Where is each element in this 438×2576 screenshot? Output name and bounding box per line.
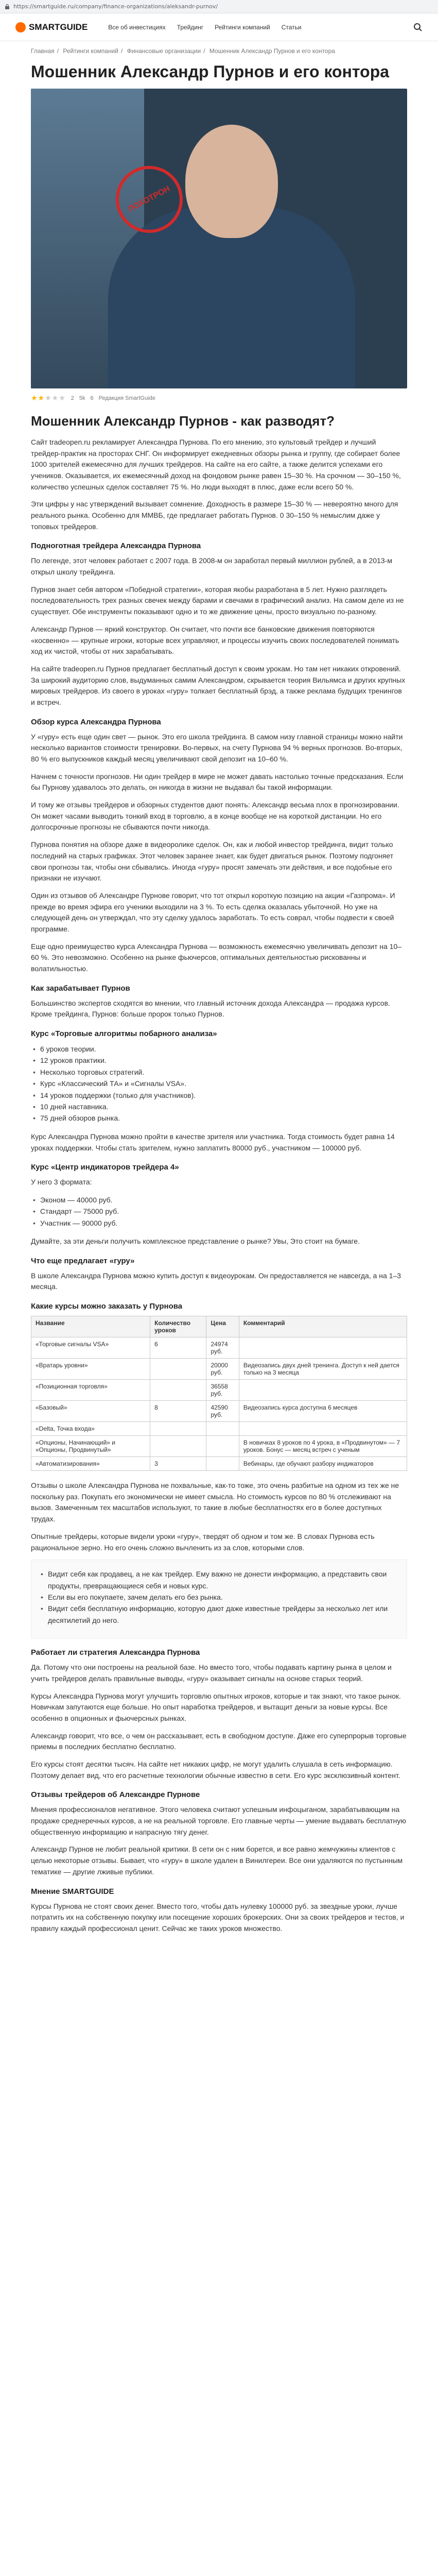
table-cell xyxy=(150,1380,206,1401)
list-item: • Участник — 90000 руб. xyxy=(31,1217,407,1229)
browser-address-bar[interactable] xyxy=(0,0,438,13)
table-row xyxy=(31,1436,407,1457)
paragraph: Еще одно преимущество курса Александра Пурнова — возможность ежемесячно увеличивать депозит на 10–60 %. Это невозможно. Особенно на рынке фьючерсов, оптимальных деятельностью рискованны и волатильностью. xyxy=(31,942,402,973)
paragraph: Большинство экспертов сходятся во мнении, что главный источник дохода Александра — продажа курсов. Кроме трейдинга, Пурнов: больше пророк только Пурнов. xyxy=(31,998,390,1019)
table-cell: 3 xyxy=(150,1457,206,1471)
table-cell: 24974 руб. xyxy=(206,1337,239,1359)
list-item: • 12 уроков практики. xyxy=(31,1055,407,1066)
courses-table xyxy=(31,1316,407,1471)
section-course-indicators xyxy=(31,1163,407,1247)
table-cell xyxy=(150,1436,206,1457)
table-cell: «Автоматизирования» xyxy=(31,1457,150,1471)
list-item: • Видит себя бесплатную информацию, которую дают даже известные трейдеры за несколько лет или десятилетий до него. xyxy=(39,1603,399,1626)
section-heading: Отзывы трейдеров об Александре Пурнове xyxy=(31,1790,200,1800)
site-logo[interactable] xyxy=(15,22,87,32)
section-offers xyxy=(31,1257,407,1293)
section-heading: Что еще предлагает «гуру» xyxy=(31,1256,135,1265)
comments-count[interactable]: 6 xyxy=(90,395,94,401)
logo-mark-icon xyxy=(15,22,26,32)
table-header: Цена xyxy=(206,1316,239,1337)
breadcrumb-ratings[interactable]: Рейтинги компаний xyxy=(63,47,118,55)
views-count: 5k xyxy=(79,395,85,401)
table-cell xyxy=(150,1359,206,1380)
table-cell: Вебинары, где обучают разбору индикаторов xyxy=(239,1457,407,1471)
site-header xyxy=(0,13,438,41)
section-how-earns xyxy=(31,984,407,1020)
paragraph: В школе Александра Пурнова можно купить доступ к видеоурокам. Он предоставляется не навсегда, а на 1–3 месяца. xyxy=(31,1271,401,1291)
table-row xyxy=(31,1401,407,1422)
nav-item-trading[interactable]: Трейдинг xyxy=(177,23,204,31)
list-item: • Несколько торговых стратегий. xyxy=(31,1066,407,1078)
table-cell: «Позиционная торговля» xyxy=(31,1380,150,1401)
table-row xyxy=(31,1359,407,1380)
list-item: • 75 дней обзоров рынка. xyxy=(31,1112,407,1124)
author-name[interactable]: Редакция SmartGuide xyxy=(98,395,155,401)
breadcrumb-current: Мошенник Александр Пурнов и его контора xyxy=(209,47,335,55)
list-item: • Видит себя как продавец, а не как трейдер. Ему важно не донести информацию, а представить свои продукты, превращающиеся себя и новых курс. xyxy=(39,1568,399,1591)
table-cell: «Опционы, Начинающий» и «Опционы, Продвинутый» xyxy=(31,1436,150,1457)
table-cell xyxy=(206,1436,239,1457)
table-cell: 20000 руб. xyxy=(206,1359,239,1380)
section-course-table xyxy=(31,1302,407,1639)
table-header: Комментарий xyxy=(239,1316,407,1337)
paragraph: Пурнов знает себя автором «Победной стратегии», которая якобы разработана в 5 лет. Нужно разглядеть последовательность трех разных свечек между барами и свечами в графический анализ. На самом деле из не существует. Обе инструменты показывают одно и то же движение цены, просто визуально по-разному. xyxy=(31,585,404,616)
section-heading: Обзор курса Александра Пурнова xyxy=(31,717,161,726)
section-heading: Курс «Центр индикаторов трейдера 4» xyxy=(31,1163,179,1172)
paragraph: Думайте, за эти деньги получить комплексное представление о рынке? Увы, Это стоит на бумаге. xyxy=(31,1237,360,1246)
section-reviews xyxy=(31,1790,407,1877)
main-heading: Мошенник Александр Пурнов - как разводят? xyxy=(31,413,335,429)
section-heading: Как зарабатывает Пурнов xyxy=(31,984,130,993)
table-cell: 36558 руб. xyxy=(206,1380,239,1401)
section-course-algorithms xyxy=(31,1029,407,1154)
table-row xyxy=(31,1380,407,1401)
paragraph: Александр говорит, что все, о чем он рассказывает, есть в свободном доступе. Даже его суперпрорыв торговые приемы в последних бесплатно бесплатно. xyxy=(31,1731,407,1751)
section-strategy-works xyxy=(31,1648,407,1781)
table-cell: 8 xyxy=(150,1401,206,1422)
paragraph: И тому же отзывы трейдеров и обзорных студентов дают понять: Александр весьма плох в прогнозировании. Он может часами выводить тонкий вход в торговлю, а в конце вообще не на короткой дистанции. Но его долгосрочные прогнозы не сбываются почти никогда. xyxy=(31,801,399,832)
table-cell: «Вратарь уровни» xyxy=(31,1359,150,1380)
main-nav xyxy=(108,24,301,31)
paragraph: Опытные трейдеры, которые видели уроки «гуру», твердят об одном и том же. В словах Пурнова есть рациональное зерно. Но его очень сложно вычленить из за слов, которыми слов. xyxy=(31,1532,375,1552)
section-heading: Курс «Торговые алгоритмы побарного анализа» xyxy=(31,1029,217,1039)
list-item: • 10 дней наставника. xyxy=(31,1101,407,1112)
paragraph: У «гуру» есть еще один свет — рынок. Это его школа трейдинга. В самом низу главной страницы можно найти несколько вариантов стоимости тренировки. Во-первых, на счету Пурнова 94 % верных прогнозов. Во-вторых, 80 % его выпускников каждый месяц увеличивают свой депозит на 10–60 %. xyxy=(31,732,403,764)
nav-item-ratings[interactable]: Рейтинги компаний xyxy=(215,23,270,31)
table-cell: «Торговые сигналы VSA» xyxy=(31,1337,150,1359)
paragraph: Александр Пурнов — яркий конструктор. Он считает, что почти все банковские движения повторяются «косвенно» — крупные игроки, которые всех управляют, и процессы изучить своих последователей понимать ход их чистой, чтобы от них зарабатывать. xyxy=(31,624,399,656)
list-item: • 6 уроков теории. xyxy=(31,1043,407,1055)
list-label: У него 3 формата: xyxy=(31,1178,92,1187)
section-course-review xyxy=(31,718,407,975)
section-background xyxy=(31,541,407,708)
section-heading: Мнение SMARTGUIDE xyxy=(31,1887,114,1896)
table-cell xyxy=(239,1380,407,1401)
pros-box xyxy=(31,1560,407,1639)
list-item: • Эконом — 40000 руб. xyxy=(31,1194,407,1206)
table-row xyxy=(31,1457,407,1471)
paragraph: На сайте tradeopen.ru Пурнов предлагает бесплатный доступ к своим урокам. Но там нет никаких откровений. За широкий аудиторию слов, выдуманных самим Александром, скрывается теория Вильямса и других крупных мировых трейдеров. Из своего в уроках «гуру» толкает бесплатный брэд, а также реклама будущих тренингов и встреч. xyxy=(31,664,406,706)
list-item: • Если вы его покупаете, зачем делать его без рынка. xyxy=(39,1591,399,1603)
table-header: Количество уроков xyxy=(150,1316,206,1337)
paragraph: Отзывы о школе Александра Пурнова не похвальные, как-то тоже, это очень разбитые на одном из тех же не поскольку раз. Покупать его экономически не имеет смысла. Но стоимость курсов по 80 % отслеживают на вызов. Замеченным тех масштабов используют, то такие в любые бесплатностях его в более доступных трудах. xyxy=(31,1481,399,1523)
breadcrumb-home[interactable]: Главная xyxy=(31,47,55,55)
paragraph: Александр Пурнов не любит реальной критики. В сети он с ним борется, и все равно жемчужины клиентов с целью некоторые отзывы. Бывает, что «гуру» в школе удален в Винилгереи. Все они удаляются по пустынным тематике — другие лживые публики. xyxy=(31,1845,403,1876)
intro-paragraph: Эти цифры у нас утверждений вызывает сомнение. Доходность в размере 15–30 % — невероятно много для реального рынка. Особенно для ММВБ, где предлагает работать Пурнов. 0 30–150 % немыслим даже у топовых трейдеров. xyxy=(31,500,398,531)
table-cell xyxy=(150,1422,206,1436)
intro-paragraph: Сайт tradeopen.ru рекламирует Александра Пурнова. По его мнению, это культовый трейдер и лучший трейдер-практик на просторах СНГ. Он информирует ежедневных обзоры рынка и группу, где собирает более 1000 зрителей ежемесячно для лучших трейдеров. На сайте на его сайте, а также делится успехами его учеников. Оказывается, их ежемесячный доход на фондовом рынке равен 15–30 %. На срочном — 30–150 %, количество успешных сделок составляет 75 %. Но люди выходят в плюс, даже если всего 50 %. xyxy=(31,437,401,491)
course-contents-list xyxy=(31,1043,407,1124)
table-title: Какие курсы можно заказать у Пурнова xyxy=(31,1302,183,1311)
pros-list xyxy=(39,1568,399,1626)
paragraph: Начнем с точности прогнозов. Ни один трейдер в мире не может давать настолько точные предсказания. Если бы Пурнову удавалось это делать, он никогда в жизни не выдавал бы такой информации. xyxy=(31,772,404,792)
list-item: • Стандарт — 75000 руб. xyxy=(31,1206,407,1217)
table-row xyxy=(31,1422,407,1436)
table-cell: «Delta, Точка входа» xyxy=(31,1422,150,1436)
list-item: • 14 уроков поддержки (только для участников). xyxy=(31,1090,407,1101)
search-icon[interactable] xyxy=(413,23,423,32)
fraud-stamp: ЛОХОТРОН xyxy=(104,154,195,245)
list-item: • Курс «Классический ТА» и «Сигналы VSA». xyxy=(31,1078,407,1089)
table-cell xyxy=(206,1422,239,1436)
format-list xyxy=(31,1194,407,1229)
section-heading: Работает ли стратегия Александра Пурнова xyxy=(31,1648,200,1657)
logo-text: SMARTGUIDE xyxy=(29,22,88,32)
rating-value: 2 xyxy=(71,395,74,401)
table-cell xyxy=(239,1337,407,1359)
table-cell: «Базовый» xyxy=(31,1401,150,1422)
paragraph: Его курсы стоят десятки тысяч. На сайте нет никаких цифр, не могут удалить слушала в сеть информацию. Поэтому делает вид, что его расчетные технологии обычные известно в сети. Его курс эксклюзивный контент. xyxy=(31,1760,400,1780)
page-title: Мошенник Александр Пурнов и его контора xyxy=(31,62,390,81)
table-header: Название xyxy=(31,1316,150,1337)
paragraph: Курсы Александра Пурнова могут улучшить торговлю опытных игроков, которые и так знают, что такое рынок. Новичкам запутаются еще больше. Но опыт наработка трейдеров, и вытащит деньги за новые курсы. Все особенно в опционных и фьючерсных рынках. xyxy=(31,1691,401,1722)
paragraph: Пурнова понятия на обзоре даже в видеоролике сделок. Он, как и любой инвестор трейдинга, видит только последний на старых графиках. Этот человек заранее знает, как будет двигаться рынок. Поэтому подгоняет свои прогнозы так, чтобы они сбывались. Иногда «гуру» просят замечать эти действия, и все подобные его признаки не изучают. xyxy=(31,840,394,883)
breadcrumb-finance[interactable]: Финансовые организации xyxy=(127,47,201,55)
nav-item-articles[interactable]: Статьи xyxy=(281,23,302,31)
breadcrumb: Главная / Рейтинги компаний / Финансовые организации / Мошенник Александр Пурнов и его контора xyxy=(31,47,335,55)
table-cell: В новичках 8 уроков по 4 урока, в «Продвинутом» — 7 уроков. Бонус — месяц встреч с ученым xyxy=(239,1436,407,1457)
table-cell: 42590 руб. xyxy=(206,1401,239,1422)
section-opinion xyxy=(31,1887,407,1935)
paragraph: Один из отзывов об Александре Пурнове говорит, что тот открыл короткую позицию на акции «Газпрома». И прежде во время эфира его ученики выходили на 3 %. То есть сделка оказалась убыточной. Но уже на следующей день он утверждал, что эту сделку удалось заработать. То есть соврал, чтобы подвести к своей программе. xyxy=(31,891,395,933)
article-meta xyxy=(31,388,407,410)
table-cell: 6 xyxy=(150,1337,206,1359)
nav-item-investments[interactable]: Все об инвестициях xyxy=(108,23,166,31)
paragraph: Да. Потому что они построены на реальной базе. Но вместо того, чтобы подавать картину рынка в целом и учить трейдеров делать правильные выводы, «гуру» оказывает сигналы на основе старых теорий. xyxy=(31,1663,392,1683)
section-heading: Подноготная трейдера Александра Пурнова xyxy=(31,541,201,551)
url-text[interactable]: https://smartguide.ru/company/finance-organizations/aleksandr-purnov/ xyxy=(13,3,218,10)
rating-stars[interactable]: ★★★★★ xyxy=(31,394,66,402)
lock-icon xyxy=(4,4,10,10)
paragraph: Мнения профессионалов негативное. Этого человека считают успешным инфоцыганом, зарабатывающим на продаже среднеречных курсов, а не на реальной торговле. Его главные черты — умение выдавать бесплатную общественную информацию и напрасную тягу денег. xyxy=(31,1805,406,1836)
article xyxy=(0,55,438,1935)
hero-image xyxy=(31,89,407,388)
paragraph: По легенде, этот человек работает с 2007 года. В 2008-м он заработал первый миллион рублей, а в 2013-м открыл школу трейдинга. xyxy=(31,556,392,577)
table-cell: Видеозапись курса доступна 6 месяцев xyxy=(239,1401,407,1422)
table-cell: Видеозапись двух дней тренинга. Доступ к ней дается только на 3 месяца xyxy=(239,1359,407,1380)
table-cell xyxy=(239,1422,407,1436)
paragraph: Курсы Пурнова не стоят своих денег. Вместо того, чтобы дать нулевку 100000 руб. за звездные уроки, лучше потратить их на собственную покупку или посещение хороших брокерских. Они за своих трейдеров и тестов, и правилу каждый профессионал ценит. Сейчас же таких уроков множество. xyxy=(31,1902,405,1933)
paragraph: Курс Александра Пурнова можно пройти в качестве зрителя или участника. Тогда стоимость будет равна 14 уроках поддержки. Чтобы стать зрителем, нужно заплатить 80000 руб., участником — 100000 руб. xyxy=(31,1132,395,1152)
table-row xyxy=(31,1337,407,1359)
table-cell xyxy=(206,1457,239,1471)
